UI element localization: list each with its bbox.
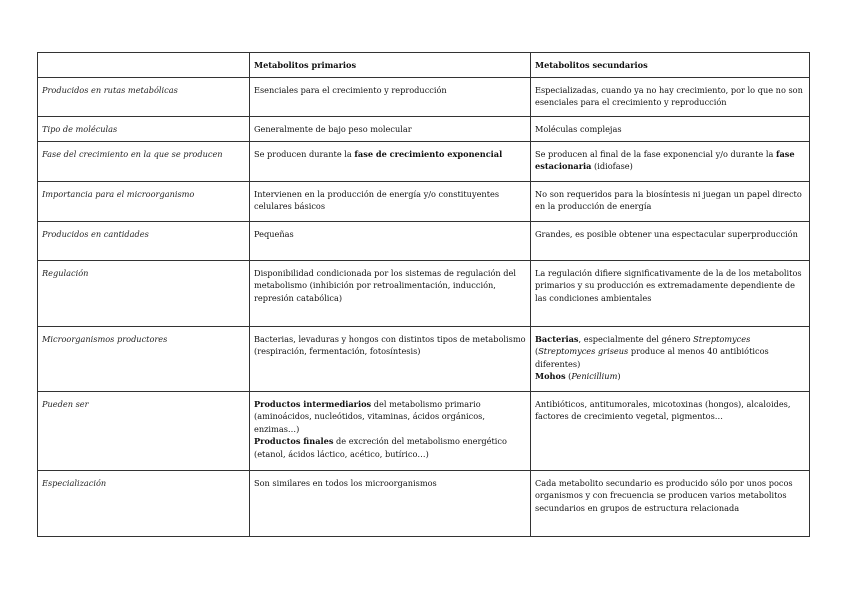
penicillium-italic: Penicillium	[571, 371, 618, 382]
species-italic: Streptomyces griseus	[538, 346, 629, 357]
table-row	[38, 470, 810, 536]
secondary-cell: Grandes, es posible obtener una espectacular superproducción	[531, 221, 810, 260]
bacteria-bold: Bacterias	[535, 333, 579, 344]
table-row	[38, 391, 810, 470]
primary-cell: Bacterias, levaduras y hongos con distintos tipos de metabolismo (respiración, fermentación, fotosíntesis)	[250, 326, 531, 391]
row-label: Tipo de moléculas	[38, 116, 250, 141]
table-row	[38, 116, 810, 141]
genus-italic: Streptomyces	[693, 333, 751, 344]
row-label: Producidos en rutas metabólicas	[38, 77, 250, 116]
molds-bold: Mohos	[535, 371, 566, 382]
primary-bold-text: fase de crecimiento exponencial	[354, 148, 503, 159]
secondary-text: )	[617, 371, 621, 382]
secondary-text: Se producen al final de la fase exponencial y/o durante la	[535, 148, 776, 159]
secondary-cell: Antibióticos, antitumorales, micotoxinas (hongos), alcaloides, factores de crecimiento vegetal, pigmentos…	[531, 391, 810, 470]
row-label: Fase del crecimiento en la que se producen	[38, 141, 250, 181]
primary-cell: Generalmente de bajo peso molecular	[250, 116, 531, 141]
row-label: Regulación	[38, 260, 250, 326]
header-row	[38, 53, 810, 78]
primary-cell: Disponibilidad condicionada por los sistemas de regulación del metabolismo (inhibición por retroalimentación, inducción, represión catabólica)	[250, 260, 531, 326]
secondary-cell: Cada metabolito secundario es producido sólo por unos pocos organismos y con frecuencia se producen varios metabolitos secundarios en grupos de estructura relacionada	[531, 470, 810, 536]
table-row	[38, 77, 810, 116]
primary-text: de excreción del metabolismo energético (etanol, ácidos láctico, acético, butírico…)	[254, 436, 507, 459]
primary-text: Se producen durante la	[254, 148, 355, 159]
primary-cell: Son similares en todos los microorganismos	[250, 470, 531, 536]
secondary-cell: Especializadas, cuando ya no hay crecimiento, por lo que no son esenciales para el crecimiento y reproducción	[531, 77, 810, 116]
comparison-table-wrapper	[37, 52, 809, 537]
comparison-table	[37, 52, 810, 537]
table-row	[38, 221, 810, 260]
row-label: Microorganismos productores	[38, 326, 250, 391]
row-label: Especialización	[38, 470, 250, 536]
secondary-cell	[531, 326, 810, 391]
header-primary-metabolites: Metabolitos primarios	[250, 53, 531, 78]
row-label: Pueden ser	[38, 391, 250, 470]
secondary-bold-text: fase estacionaria	[535, 148, 795, 172]
primary-cell: Esenciales para el crecimiento y reproducción	[250, 77, 531, 116]
secondary-text: (	[535, 346, 539, 357]
primary-cell	[250, 141, 531, 181]
table-row	[38, 260, 810, 326]
header-empty-cell	[38, 53, 250, 78]
final-products-bold: Productos finales	[254, 436, 334, 447]
secondary-text: produce al menos 40 antibióticos diferentes)	[535, 346, 769, 369]
primary-cell: Intervienen en la producción de energía y/o constituyentes celulares básicos	[250, 181, 531, 221]
primary-text: del metabolismo primario (aminoácidos, nucleótidos, vitaminas, ácidos orgánicos, enzimas…)	[254, 398, 485, 434]
row-label: Importancia para el microorganismo	[38, 181, 250, 221]
primary-cell	[250, 391, 531, 470]
table-row	[38, 181, 810, 221]
secondary-text: (	[565, 371, 572, 382]
intermediates-bold: Productos intermediarios	[254, 398, 372, 409]
secondary-cell: Moléculas complejas	[531, 116, 810, 141]
table-row	[38, 141, 810, 181]
secondary-text-end: (idiofase)	[591, 161, 633, 172]
secondary-cell	[531, 141, 810, 181]
table-row	[38, 326, 810, 391]
secondary-text: , especialmente del género	[578, 333, 694, 344]
secondary-cell: La regulación difiere significativamente de la de los metabolitos primarios y su producción es extremadamente dependiente de las condiciones ambientales	[531, 260, 810, 326]
row-label: Producidos en cantidades	[38, 221, 250, 260]
secondary-cell: No son requeridos para la biosíntesis ni juegan un papel directo en la producción de energía	[531, 181, 810, 221]
header-secondary-metabolites: Metabolitos secundarios	[531, 53, 810, 78]
primary-cell: Pequeñas	[250, 221, 531, 260]
